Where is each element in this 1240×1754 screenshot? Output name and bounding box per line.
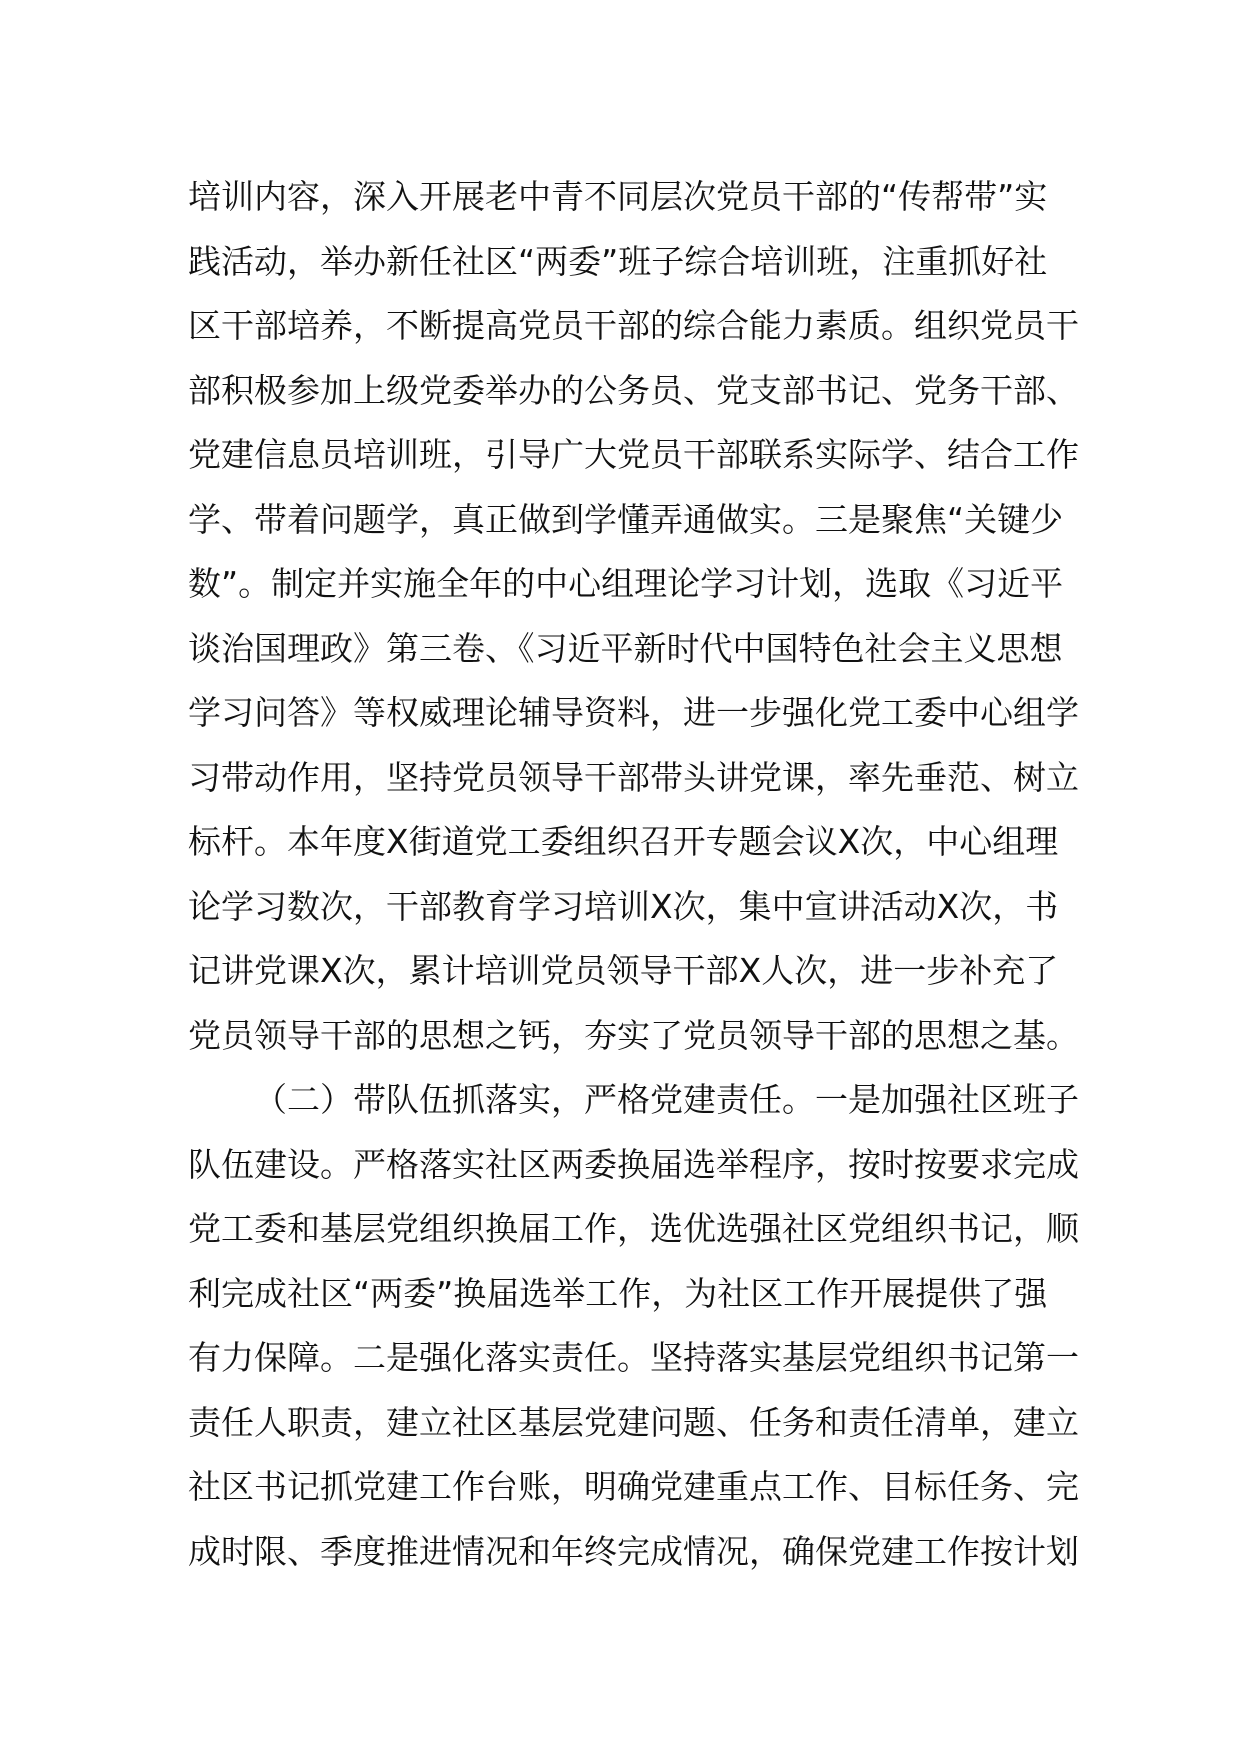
text-line: 践活动，举办新任社区“两委”班子综合培训班，注重抓好社 xyxy=(188,241,1048,281)
text-line: 党建信息员培训班，引导广大党员干部联系实际学、结合工作 xyxy=(188,435,1079,474)
text-line: 党员领导干部的思想之钙，夯实了党员领导干部的思想之基。 xyxy=(188,1015,1079,1055)
text-line: 论学习数次，干部教育学习培训X次，集中宣讲活动X次，书 xyxy=(188,886,1059,926)
text-line: 成时限、季度推进情况和年终完成情况，确保党建工作按计划 xyxy=(188,1531,1079,1571)
text-line: 谈治国理政》第三卷、《习近平新时代中国特色社会主义思想 xyxy=(188,628,1063,668)
text-line: 责任人职责，建立社区基层党建问题、任务和责任清单，建立 xyxy=(188,1402,1079,1442)
text-line: 数”。制定并实施全年的中心组理论学习计划，选取《习近平 xyxy=(188,564,1064,603)
text-line: 培训内容，深入开展老中青不同层次党员干部的“传帮带”实 xyxy=(188,177,1048,216)
text-line: 社区书记抓党建工作台账，明确党建重点工作、目标任务、完 xyxy=(188,1467,1079,1506)
text-line: 学、带着问题学，真正做到学懂弄通做实。三是聚焦“关键少 xyxy=(188,499,1064,539)
text-line: 区干部培养，不断提高党员干部的综合能力素质。组织党员干 xyxy=(188,306,1079,345)
document-body xyxy=(188,165,1079,1584)
text-line: 习带动作用，坚持党员领导干部带头讲党课，率先垂范、树立 xyxy=(188,757,1079,797)
text-line: 部积极参加上级党委举办的公务员、党支部书记、党务干部、 xyxy=(188,370,1079,410)
text-line: 标杆。本年度X街道党工委组织召开专题会议X次，中心组理 xyxy=(188,822,1059,861)
text-line: 利完成社区“两委”换届选举工作，为社区工作开展提供了强 xyxy=(188,1273,1048,1313)
text-line: 学习问答》等权威理论辅导资料，进一步强化党工委中心组学 xyxy=(188,693,1079,732)
text-line: 党工委和基层党组织换届工作，选优选强社区党组织书记，顺 xyxy=(188,1209,1079,1248)
text-line: 有力保障。二是强化落实责任。坚持落实基层党组织书记第一 xyxy=(188,1338,1079,1377)
text-line: 记讲党课X次，累计培训党员领导干部X人次，进一步补充了 xyxy=(188,951,1059,990)
text-line: 队伍建设。严格落实社区两委换届选举程序，按时按要求完成 xyxy=(188,1144,1079,1184)
section-heading-line: （二）带队伍抓落实，严格党建责任。一是加强社区班子 xyxy=(254,1080,1079,1119)
